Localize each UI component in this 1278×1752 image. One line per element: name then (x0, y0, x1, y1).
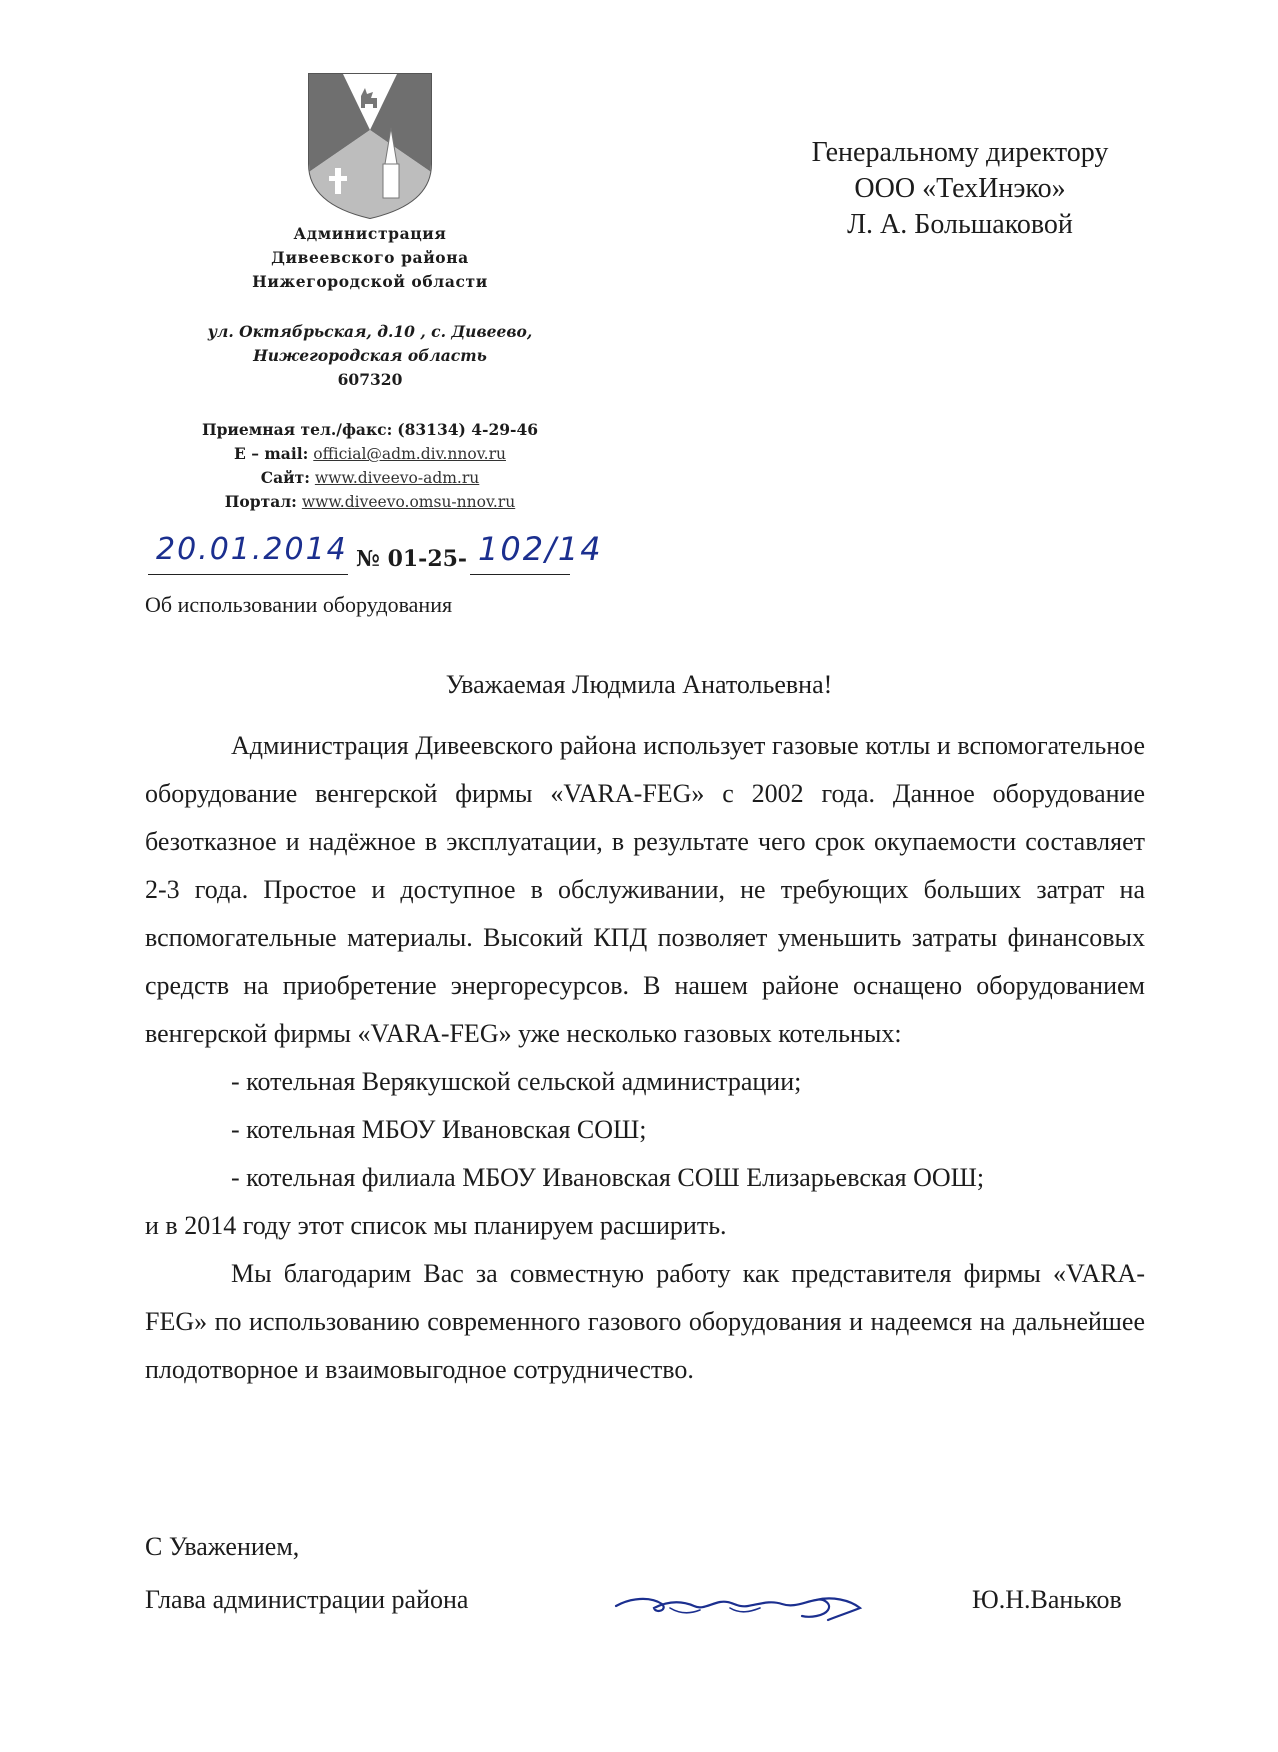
list-item: - котельная филиала МБОУ Ивановская СОШ Елизарьевская ООШ; (231, 1163, 985, 1192)
body-paragraph-1-end: и в 2014 году этот список мы планируем расширить. (145, 1211, 727, 1240)
recipient-name: Л. А. Большаковой (847, 209, 1073, 240)
number-underline (470, 574, 570, 575)
email-label: E – mail: (234, 444, 309, 463)
coat-of-arms-emblem (305, 72, 435, 220)
org-line-3: Нижегородской области (252, 272, 488, 291)
salutation: Уважаемая Людмила Анатольевна! (445, 670, 833, 699)
body-paragraph-2: Мы благодарим Вас за совместную работу как представителя фирмы «VARA-FEG» по использованию современного газового оборудования и надеемся на дальнейшее плодотворное и взаимовыгодное сотрудничество. (145, 1259, 1145, 1384)
site-link[interactable]: www.diveevo-adm.ru (314, 469, 480, 487)
handwritten-signature (610, 1578, 870, 1626)
address-postcode: 607320 (337, 370, 403, 389)
phone-value: (83134) 4-29-46 (397, 420, 539, 439)
registration-line (148, 532, 668, 582)
recipient-company: ООО «ТехИнэко» (854, 173, 1066, 204)
closing-regards: С Уважением, (145, 1532, 300, 1561)
email-link[interactable]: official@adm.div.nnov.ru (313, 445, 506, 463)
handwritten-date: 20.01.2014 (156, 532, 348, 567)
site-label: Сайт: (260, 468, 310, 487)
signatory-role: Глава администрации района (145, 1585, 469, 1614)
number-prefix: № 01-25- (356, 546, 468, 572)
signatory-name: Ю.Н.Ваньков (972, 1585, 1122, 1614)
email-line (150, 442, 590, 466)
portal-line (150, 490, 590, 514)
address-region: Нижегородская область (253, 346, 487, 365)
phone-label: Приемная тел./факс: (201, 420, 393, 439)
list-item: - котельная Верякушской сельской администрации; (231, 1067, 802, 1096)
recipient-block (700, 135, 1220, 243)
org-line-2: Дивеевского района (271, 248, 469, 267)
portal-link[interactable]: www.diveevo.omsu-nnov.ru (301, 493, 516, 511)
body-paragraph-1: Администрация Дивеевского района использует газовые котлы и вспомогательное оборудование венгерской фирмы «VARA-FEG» с 2002 года. Данное оборудование безотказное и надёжное в эксплуатации, в результате чего срок окупаемости составляет 2-3 года. Простое и доступное в обслуживании, не требующих больших затрат на вспомогательные материалы. Высокий КПД позволяет уменьшить затраты финансовых средств на приобретение энергоресурсов. В нашем районе оснащено оборудованием венгерской фирмы «VARA-FEG» уже несколько газовых котельных: (145, 731, 1145, 1048)
portal-label: Портал: (224, 492, 297, 511)
address-street: ул. Октябрьская, д.10 , с. Дивеево, (207, 322, 533, 341)
list-item: - котельная МБОУ Ивановская СОШ; (231, 1115, 647, 1144)
issuer-address (160, 320, 580, 392)
recipient-title: Генеральному директору (811, 137, 1109, 168)
letter-body (145, 722, 1145, 1394)
org-line-1: Администрация (293, 224, 447, 243)
issuer-contacts (150, 418, 590, 514)
phone-line (150, 418, 590, 442)
issuer-organization (180, 222, 560, 294)
date-underline (148, 574, 348, 575)
handwritten-number: 102/14 (478, 530, 603, 568)
site-line (150, 466, 590, 490)
letter-subject: Об использовании оборудования (145, 592, 453, 617)
